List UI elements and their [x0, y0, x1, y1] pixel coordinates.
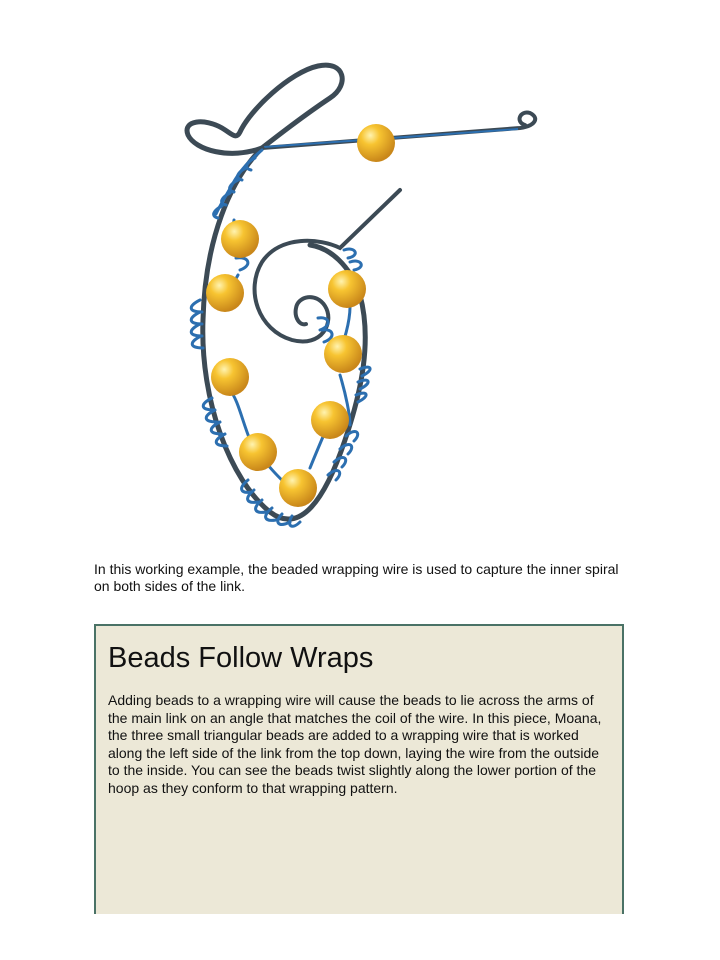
top-loop-wire	[187, 65, 342, 153]
teardrop-link-wire	[203, 148, 365, 519]
jewelry-photo	[150, 50, 570, 550]
bead	[311, 401, 349, 439]
bead	[211, 358, 249, 396]
bead	[328, 270, 366, 308]
bead	[221, 220, 259, 258]
bead	[206, 274, 244, 312]
panel-title: Beads Follow Wraps	[108, 642, 374, 674]
photo-caption: In this working example, the beaded wrapping wire is used to capture the inner spiral on both sides of the link.	[94, 561, 619, 594]
bead	[357, 124, 395, 162]
bead	[324, 335, 362, 373]
bead	[279, 469, 317, 507]
beaded-wire-link-illustration	[150, 50, 570, 550]
info-panel	[94, 624, 624, 914]
panel-body-text: Adding beads to a wrapping wire will cause the beads to lie across the arms of the main link on an angle that matches the coil of the wire. In this piece, Moana, the three small triangular beads are added to a wrapping wire that is worked along the left side of the link from the top down, laying the wire from the outside to the inside. You can see the beads twist slightly along the lower portion of the hoop as they conform to that wrapping pattern.	[108, 692, 602, 796]
bead	[239, 433, 277, 471]
